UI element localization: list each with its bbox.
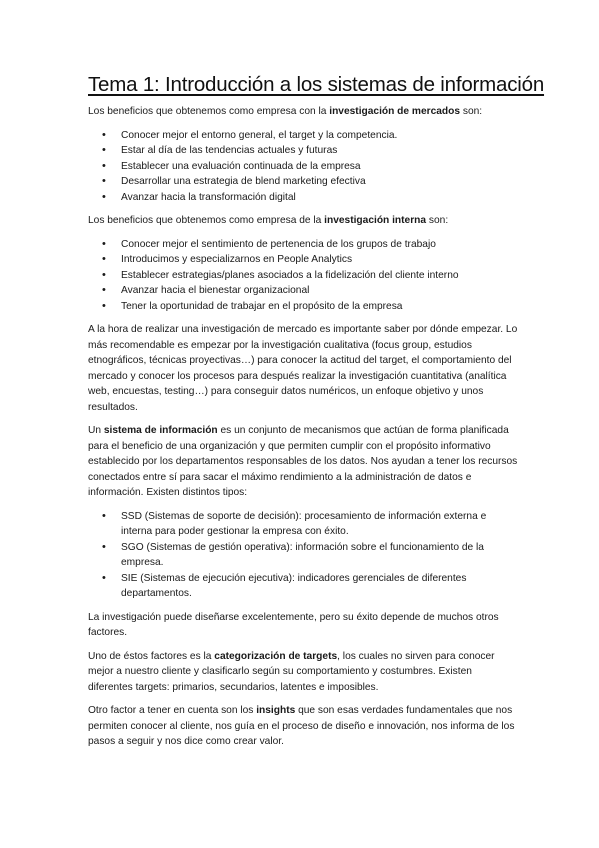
list-item: • Establecer estrategias/planes asociados a la fidelización del cliente interno — [88, 268, 518, 284]
intro-interna-text: Los beneficios que obtenemos como empresa de la — [88, 215, 325, 226]
sistema-bold: sistema de información — [103, 425, 218, 436]
insights-suffix: que son esas verdades fundamentales que nos permiten conocer al cliente, nos guía en el proceso de diseño e innovación, nos informa de los pasos a seguir y nos dice como crear valor. — [88, 705, 515, 747]
list-item: • Tener la oportunidad de trabajar en el propósito de la empresa — [88, 299, 518, 315]
list-item: • Avanzar hacia el bienestar organizacional — [88, 283, 518, 299]
intro-mercados-text: Los beneficios que obtenemos como empresa con la — [88, 106, 330, 117]
list-item: • Avanzar hacia la transformación digital — [88, 190, 518, 206]
targets-suffix: , los cuales no sirven para conocer mejor a nuestro cliente y clasificarlo según su comportamiento y costumbres. Existen diferentes targets: primarios, secundarios, latentes e imposibles. — [88, 650, 495, 693]
intro-mercados-suffix: son: — [460, 106, 483, 117]
targets-text: Uno de éstos factores es la — [88, 650, 215, 662]
insights-bold: insights — [256, 705, 296, 716]
sistema-paragraph — [88, 423, 518, 501]
list-item: • SSD (Sistemas de soporte de decisión): procesamiento de información externa e interna para poder gestionar la empresa con éxito. — [88, 509, 518, 540]
list-interna — [88, 237, 518, 315]
document-body — [88, 104, 518, 758]
insights-paragraph — [88, 703, 518, 750]
list-item: • Introducimos y especializarnos en People Analytics — [88, 252, 518, 268]
empezar-paragraph: A la hora de realizar una investigación de mercado es importante saber por dónde empezar. Lo más recomendable es empezar por la investigación cualitativa (focus group, estudios etnográficos, técnicas proyectivas…) para conocer la actitud del target, el comportamiento del mercado y conocer los procesos para después realizar la investigación cuantitativa (analítica web, encuestas, testing…) para conseguir datos numéricos, un enfoque objetivo y unos resultados. — [88, 324, 518, 413]
targets-paragraph — [88, 649, 518, 696]
sistema-suffix: es un conjunto de mecanismos que actúan de forma planificada para el beneficio de una organización y que permiten cumplir con el propósito informativo establecido por los departamentos responsables de los datos. Nos ayudan a tener los recursos conectados entre sí para sacar el máximo rendimiento a la administración de datos e información. Existen distintos tipos: — [88, 425, 518, 498]
insights-text: Otro factor a tener en cuenta son los — [88, 705, 257, 716]
exito-paragraph: La investigación puede diseñarse excelentemente, pero su éxito depende de muchos otros factores. — [88, 611, 499, 638]
list-item: • Establecer una evaluación continuada de la empresa — [88, 159, 518, 175]
list-item: • Conocer mejor el entorno general, el target y la competencia. — [88, 128, 518, 144]
intro-interna-suffix: son: — [426, 215, 449, 226]
list-item: • Estar al día de las tendencias actuales y futuras — [88, 143, 518, 159]
list-item: • SGO (Sistemas de gestión operativa): información sobre el funcionamiento de la empresa. — [88, 540, 518, 571]
intro-mercados-paragraph — [88, 104, 518, 120]
sistema-text: Un — [88, 425, 104, 436]
list-tipos — [88, 509, 518, 602]
page-title: Tema 1: Introducción a los sistemas de información — [88, 73, 545, 96]
list-item: • Conocer mejor el sentimiento de pertenencia de los grupos de trabajo — [88, 237, 518, 253]
list-item: • SIE (Sistemas de ejecución ejecutiva): indicadores gerenciales de diferentes departamentos. — [88, 571, 518, 602]
list-mercados — [88, 128, 518, 206]
intro-mercados-bold: investigación de mercados — [329, 106, 461, 117]
targets-bold: categorización de targets — [214, 650, 338, 662]
intro-interna-paragraph — [88, 213, 518, 229]
list-item: • Desarrollar una estrategia de blend marketing efectiva — [88, 174, 518, 190]
intro-interna-bold: investigación interna — [324, 215, 427, 226]
